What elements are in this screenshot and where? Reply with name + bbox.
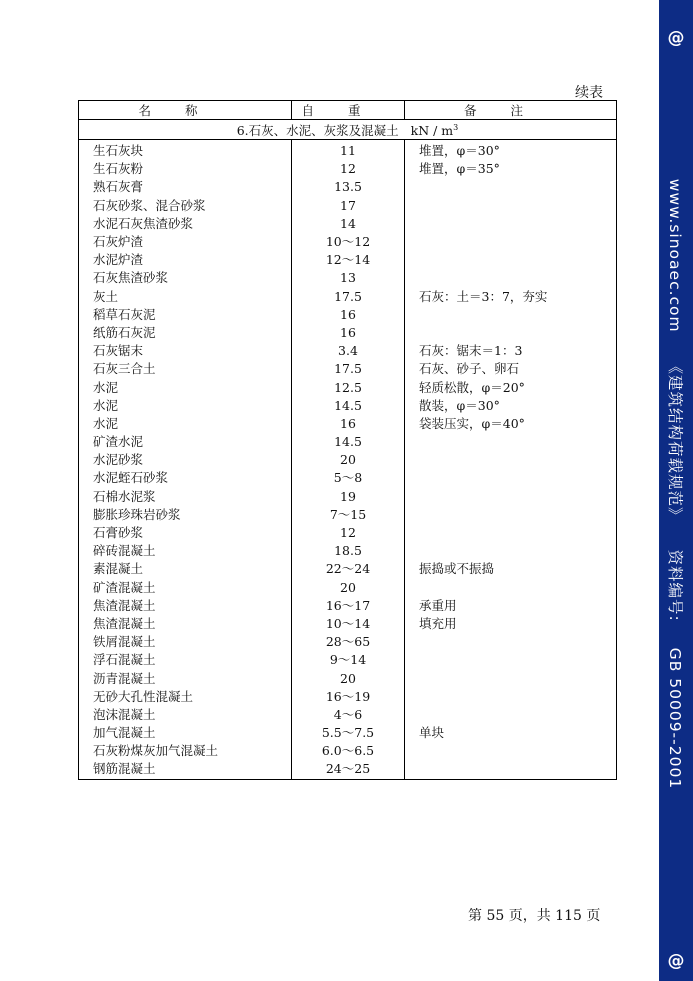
cell-note (405, 451, 617, 469)
table-row (79, 306, 617, 324)
cell-name: 水泥蛭石砂浆 (79, 469, 292, 487)
cell-name: 浮石混凝土 (79, 651, 292, 669)
cell-weight: 14.5 (292, 397, 405, 415)
page-number: 第 55 页，共 115 页 (468, 908, 601, 924)
table-row (79, 433, 617, 451)
cell-note (405, 488, 617, 506)
cell-weight: 5.5～7.5 (292, 724, 405, 742)
cell-weight: 28～65 (292, 633, 405, 651)
cell-weight: 12 (292, 524, 405, 542)
table-row (79, 633, 617, 651)
cell-weight: 5～8 (292, 469, 405, 487)
cell-name: 泡沫混凝土 (79, 706, 292, 724)
cell-note: 承重用 (405, 597, 617, 615)
cell-weight: 12.5 (292, 378, 405, 396)
cell-weight: 17 (292, 197, 405, 215)
cell-name: 加气混凝土 (79, 724, 292, 742)
cell-weight: 10～14 (292, 615, 405, 633)
cell-weight: 22～24 (292, 560, 405, 578)
cell-name: 石灰炉渣 (79, 233, 292, 251)
cell-weight: 18.5 (292, 542, 405, 560)
table-row (79, 615, 617, 633)
header-name: 名称 (79, 101, 292, 120)
cell-weight: 16 (292, 306, 405, 324)
cell-note (405, 633, 617, 651)
cell-note (405, 506, 617, 524)
cell-note (405, 542, 617, 560)
cell-weight: 11 (292, 140, 405, 161)
cell-note: 袋装压实，φ＝40° (405, 415, 617, 433)
cell-note (405, 742, 617, 760)
table-row (79, 140, 617, 161)
table-row (79, 669, 617, 687)
table-row (79, 160, 617, 178)
cell-weight: 10～12 (292, 233, 405, 251)
table-row (79, 524, 617, 542)
table-row (79, 397, 617, 415)
cell-note: 石灰：土＝3：7，夯实 (405, 288, 617, 306)
cell-name: 石棉水泥浆 (79, 488, 292, 506)
cell-name: 石灰砂浆、混合砂浆 (79, 197, 292, 215)
cell-note (405, 215, 617, 233)
cell-name: 熟石灰膏 (79, 178, 292, 196)
cell-note (405, 651, 617, 669)
cell-note (405, 306, 617, 324)
cell-name: 石灰粉煤灰加气混凝土 (79, 742, 292, 760)
cell-note (405, 706, 617, 724)
cell-name: 素混凝土 (79, 560, 292, 578)
cell-weight: 14 (292, 215, 405, 233)
cell-name: 石灰三合土 (79, 360, 292, 378)
cell-weight: 16～17 (292, 597, 405, 615)
cell-name: 稻草石灰泥 (79, 306, 292, 324)
cell-name: 沥青混凝土 (79, 669, 292, 687)
cell-note: 单块 (405, 724, 617, 742)
table-row (79, 760, 617, 779)
table-row (79, 469, 617, 487)
table-row (79, 706, 617, 724)
right-sidebar-banner (659, 0, 693, 981)
cell-weight: 14.5 (292, 433, 405, 451)
sidebar-ref-label: 资料编号: (666, 549, 684, 622)
cell-note (405, 433, 617, 451)
section-title: 6.石灰、水泥、灰浆及混凝土 (236, 122, 399, 138)
table-row (79, 651, 617, 669)
cell-weight: 3.4 (292, 342, 405, 360)
cell-name: 水泥石灰焦渣砂浆 (79, 215, 292, 233)
cell-note: 石灰：锯末＝1：3 (405, 342, 617, 360)
sidebar-book-title: 《建筑结构荷载规范》 (666, 358, 684, 524)
at-symbol-top: @ (667, 28, 685, 48)
cell-note: 石灰、砂子、卵石 (405, 360, 617, 378)
cell-note: 堆置，φ＝35° (405, 160, 617, 178)
cell-name: 纸筋石灰泥 (79, 324, 292, 342)
table-row (79, 579, 617, 597)
header-note: 备注 (405, 101, 617, 120)
cell-name: 水泥 (79, 415, 292, 433)
table-row (79, 415, 617, 433)
table-row (79, 742, 617, 760)
cell-weight: 13 (292, 269, 405, 287)
cell-name: 石灰锯末 (79, 342, 292, 360)
cell-note (405, 324, 617, 342)
table-row (79, 451, 617, 469)
cell-weight: 12 (292, 160, 405, 178)
cell-note: 堆置，φ＝30° (405, 140, 617, 161)
cell-weight: 7～15 (292, 506, 405, 524)
section-unit: kN / m (410, 122, 454, 138)
cell-weight: 9～14 (292, 651, 405, 669)
cell-name: 铁屑混凝土 (79, 633, 292, 651)
table-row (79, 560, 617, 578)
table-row (79, 488, 617, 506)
cell-note: 轻质松散，φ＝20° (405, 378, 617, 396)
cell-weight: 4～6 (292, 706, 405, 724)
cell-weight: 20 (292, 579, 405, 597)
at-symbol-bottom: @ (667, 951, 685, 971)
cell-name: 矿渣水泥 (79, 433, 292, 451)
table-row (79, 215, 617, 233)
sidebar-vertical-text (665, 169, 687, 799)
section-row (79, 120, 617, 140)
cell-weight: 19 (292, 488, 405, 506)
cell-weight: 16～19 (292, 688, 405, 706)
cell-weight: 20 (292, 451, 405, 469)
header-weight: 自重 (292, 101, 405, 120)
cell-name: 膨胀珍珠岩砂浆 (79, 506, 292, 524)
cell-name: 生石灰块 (79, 140, 292, 161)
cell-note (405, 469, 617, 487)
cell-weight: 17.5 (292, 288, 405, 306)
cell-name: 石灰焦渣砂浆 (79, 269, 292, 287)
cell-name: 水泥砂浆 (79, 451, 292, 469)
cell-name: 碎砖混凝土 (79, 542, 292, 560)
cell-weight: 20 (292, 669, 405, 687)
sidebar-site-url[interactable]: www.sinoaec.com (666, 178, 684, 333)
table-row (79, 233, 617, 251)
table-row (79, 288, 617, 306)
cell-name: 生石灰粉 (79, 160, 292, 178)
table-header-row (79, 101, 617, 120)
cell-name: 石膏砂浆 (79, 524, 292, 542)
section-title-cell (79, 120, 617, 140)
table-row (79, 597, 617, 615)
table-row (79, 342, 617, 360)
cell-note (405, 579, 617, 597)
table-row (79, 688, 617, 706)
table-row (79, 197, 617, 215)
cell-name: 水泥 (79, 397, 292, 415)
cell-note (405, 688, 617, 706)
cell-weight: 16 (292, 415, 405, 433)
table-row (79, 360, 617, 378)
cell-weight: 6.0～6.5 (292, 742, 405, 760)
cell-name: 矿渣混凝土 (79, 579, 292, 597)
table-row (79, 178, 617, 196)
table-row (79, 251, 617, 269)
cell-weight: 16 (292, 324, 405, 342)
cell-note: 填充用 (405, 615, 617, 633)
cell-name: 钢筋混凝土 (79, 760, 292, 779)
cell-name: 无砂大孔性混凝土 (79, 688, 292, 706)
table-row (79, 269, 617, 287)
cell-weight: 17.5 (292, 360, 405, 378)
cell-name: 焦渣混凝土 (79, 597, 292, 615)
cell-weight: 13.5 (292, 178, 405, 196)
cell-note (405, 233, 617, 251)
cell-name: 焦渣混凝土 (79, 615, 292, 633)
cell-note (405, 178, 617, 196)
cell-note: 振捣或不振捣 (405, 560, 617, 578)
section-unit-sup: 3 (453, 122, 459, 132)
cell-name: 灰土 (79, 288, 292, 306)
cell-name: 水泥炉渣 (79, 251, 292, 269)
table-row (79, 506, 617, 524)
cell-name: 水泥 (79, 378, 292, 396)
table-row (79, 378, 617, 396)
continued-label: 续表 (575, 85, 603, 101)
table-row (79, 324, 617, 342)
table-row (79, 724, 617, 742)
cell-note (405, 269, 617, 287)
cell-note (405, 760, 617, 779)
cell-note (405, 197, 617, 215)
cell-weight: 24～25 (292, 760, 405, 779)
cell-weight: 12～14 (292, 251, 405, 269)
table-row (79, 542, 617, 560)
table-body (79, 120, 617, 780)
cell-note (405, 669, 617, 687)
material-weight-table (78, 100, 617, 780)
cell-note: 散装，φ＝30° (405, 397, 617, 415)
cell-note (405, 524, 617, 542)
sidebar-ref-code: GB 50009--2001 (666, 647, 684, 790)
cell-note (405, 251, 617, 269)
